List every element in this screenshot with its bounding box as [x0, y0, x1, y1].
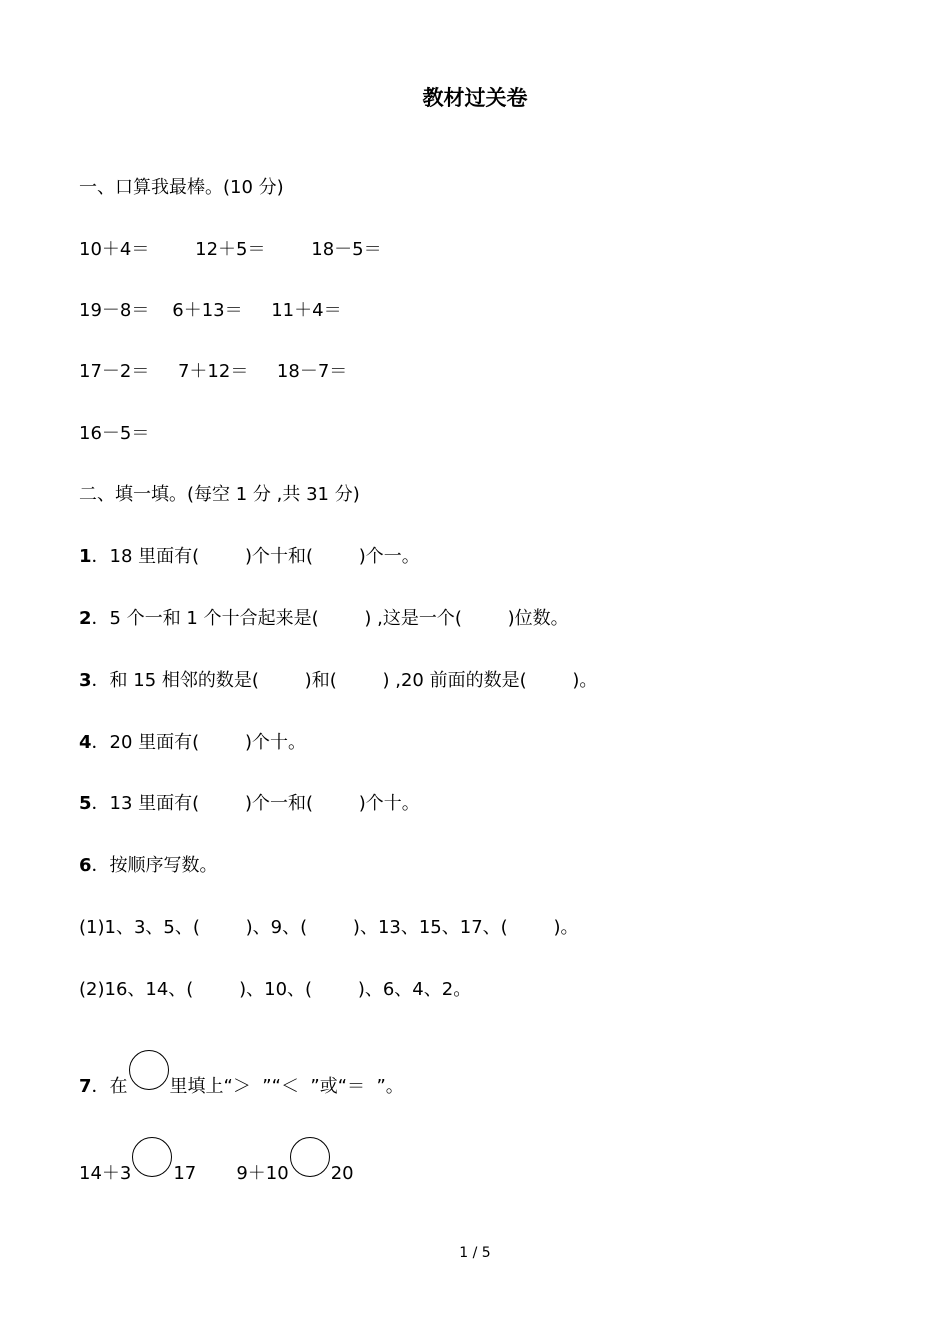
mental-math-row-2: 19－8＝ 6＋13＝ 11＋4＝: [79, 300, 342, 321]
compare-b-right: 20: [330, 1163, 354, 1184]
mental-math-row-3: 17－2＝ 7＋12＝ 18－7＝: [79, 361, 348, 382]
compare-circle-a-icon[interactable]: [132, 1137, 172, 1177]
question-number: 1: [79, 546, 92, 567]
question-text-after: 里填上“＞ ”“＜ ”或“＝ ”。: [169, 1076, 404, 1097]
question-number: 4: [79, 732, 92, 753]
question-text: ．按顺序写数。: [91, 855, 218, 876]
question-number: 3: [79, 670, 92, 691]
mental-math-row-4: 16－5＝: [79, 423, 150, 444]
question-number: 2: [79, 608, 92, 629]
question-text: ．20 里面有( )个十。: [91, 732, 306, 753]
question-text: ．和 15 相邻的数是( )和( ) ,20 前面的数是( )。: [91, 670, 598, 691]
question-2: [79, 606, 569, 632]
question-6: [79, 853, 218, 879]
page-number: 1 / 5: [459, 1245, 491, 1261]
question-text: ．18 里面有( )个十和( )个一。: [91, 546, 420, 567]
sequence-1: (1)1、3、5、( )、9、( )、13、15、17、( )。: [79, 917, 579, 938]
compare-gap: [196, 1163, 236, 1184]
sequence-2: (2)16、14、( )、10、( )、6、4、2。: [79, 979, 472, 1000]
compare-circle-b-icon[interactable]: [290, 1137, 330, 1177]
question-7: [79, 1050, 404, 1100]
compare-a-right: 17: [173, 1163, 197, 1184]
question-text: ．5 个一和 1 个十合起来是( ) ,这是一个( )位数。: [91, 608, 569, 629]
question-number: 7: [79, 1076, 92, 1097]
compare-a-left: 14＋3: [79, 1163, 132, 1184]
section1-heading: 一、口算我最棒。(10 分): [79, 177, 284, 198]
question-number: 6: [79, 855, 92, 876]
compare-b-left: 9＋10: [236, 1163, 289, 1184]
section2-heading: 二、填一填。(每空 1 分 ,共 31 分): [79, 484, 360, 505]
mental-math-row-1: 10＋4＝ 12＋5＝ 18－5＝: [79, 239, 382, 260]
answer-circle-icon: [129, 1050, 169, 1090]
question-1: [79, 544, 420, 570]
page-title: 教材过关卷: [422, 86, 528, 110]
compare-row: [79, 1137, 354, 1187]
question-3: [79, 668, 597, 694]
question-4: [79, 730, 306, 756]
question-text-before: ．在: [91, 1076, 128, 1097]
question-5: [79, 791, 420, 817]
question-text: ．13 里面有( )个一和( )个十。: [91, 793, 420, 814]
question-number: 5: [79, 793, 92, 814]
